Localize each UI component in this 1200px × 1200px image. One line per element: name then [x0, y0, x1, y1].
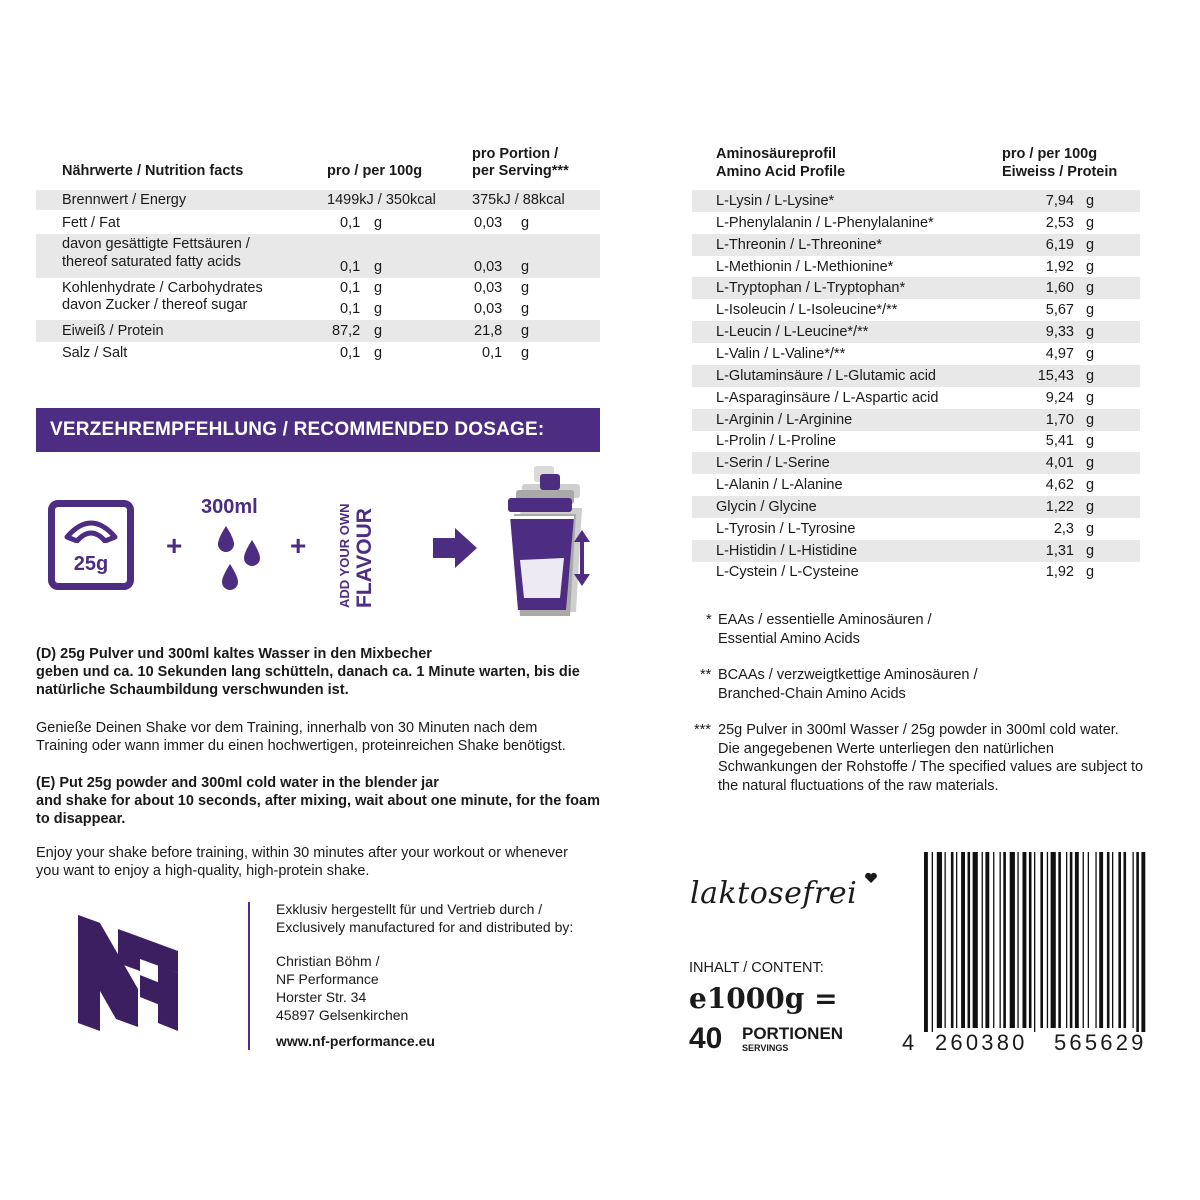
water-drops-icon	[212, 524, 272, 594]
water-amount: 300ml	[201, 496, 258, 518]
amino-col-line-2: Eiweiss / Protein	[1002, 164, 1118, 180]
shake-arrow-icon	[572, 530, 592, 586]
instruction-line: Training oder wann immer du einen hochwertigen, proteinreichen Shake benötigst.	[36, 738, 566, 754]
amino-label: L-Histidin / L-Histidine	[716, 542, 858, 559]
nutrition-row-salt	[36, 342, 600, 364]
amino-row	[692, 343, 1140, 365]
nutrition-unit: g	[521, 345, 530, 361]
barcode-bar	[1070, 852, 1073, 1028]
instruction-line: and shake for about 10 seconds, after mixing, wait about one minute, for the foam	[36, 793, 600, 809]
amino-unit: g	[1086, 236, 1095, 253]
barcode-group-2: 565629	[1054, 1030, 1147, 1055]
footnote-line: Essential Amino Acids	[718, 630, 860, 647]
barcode-bar	[932, 852, 933, 1032]
amino-value: 1,22	[1045, 498, 1074, 515]
barcode-bar	[1029, 852, 1032, 1028]
barcode-bar	[1088, 852, 1089, 1028]
amino-value: 1,31	[1045, 542, 1074, 559]
amino-row	[692, 321, 1140, 343]
nutrition-value: 21,8	[474, 323, 503, 339]
barcode-bar	[1124, 852, 1127, 1028]
amino-label: L-Arginin / L-Arginine	[716, 411, 853, 428]
amino-label: Glycin / Glycine	[716, 498, 817, 515]
barcode-bar	[1051, 852, 1056, 1028]
barcode-bar	[1003, 852, 1006, 1028]
arrow-right-icon	[433, 528, 477, 568]
manufacturer-city: 45897 Gelsenkirchen	[276, 1007, 409, 1023]
scale-icon	[48, 500, 134, 590]
barcode-digit-first: 4	[902, 1030, 916, 1055]
amino-label: L-Alanin / L-Alanine	[716, 477, 843, 494]
nutrition-row-saturated	[36, 234, 600, 278]
nutrition-unit: g	[521, 259, 530, 275]
instruction-line: you want to enjoy a high-quality, high-protein shake.	[36, 863, 370, 879]
footnote-line: BCAAs / verzweigtkettige Aminosäuren /	[718, 667, 978, 683]
barcode-bar	[1000, 852, 1001, 1028]
amino-value: 4,97	[1045, 345, 1074, 362]
nutrition-unit: g	[374, 345, 383, 361]
barcode-bar	[1058, 852, 1061, 1028]
nutrition-label: Brennwert / Energy	[62, 192, 187, 208]
amino-value: 1,60	[1045, 280, 1074, 297]
amino-unit: g	[1086, 455, 1095, 472]
barcode-group-1: 260380	[935, 1030, 1028, 1055]
amino-label: L-Prolin / L-Proline	[716, 433, 837, 450]
footnote-line: Die angegebenen Werte unterliegen den natürlichen	[718, 740, 1054, 757]
barcode-bar	[1118, 852, 1121, 1028]
nutrition-value: 1499kJ / 350kcal	[327, 192, 436, 208]
nutrition-value: 0,1	[482, 345, 503, 361]
heart-icon	[864, 872, 878, 884]
amino-value: 4,01	[1045, 455, 1074, 472]
amino-value: 6,19	[1045, 236, 1074, 253]
amino-label: L-Glutaminsäure / L-Glutamic acid	[716, 367, 936, 384]
amino-unit: g	[1086, 564, 1095, 581]
barcode-bar	[1017, 852, 1018, 1028]
nutrition-unit: g	[521, 215, 530, 231]
barcode-bar	[993, 852, 994, 1028]
footnote-mark: **	[700, 667, 712, 683]
amino-row	[692, 299, 1140, 321]
amino-header-line-1: Aminosäureprofil	[716, 146, 837, 162]
barcode-bar	[1099, 852, 1103, 1028]
manufacturer-line: Exklusiv hergestellt für und Vertrieb durch /	[276, 901, 543, 917]
nutrition-header-per100: pro / per 100g	[327, 163, 423, 179]
barcode-bar	[1040, 852, 1043, 1028]
nutrition-label: davon gesättigte Fettsäuren /	[62, 236, 250, 252]
barcode-bar	[1023, 852, 1027, 1028]
lactose-free-label: laktosefrei	[690, 876, 858, 911]
nutrition-value: 0,1	[340, 215, 361, 231]
amino-row	[692, 365, 1140, 387]
instruction-line: Enjoy your shake before training, within 30 minutes after your workout or whenever	[36, 845, 568, 861]
footnote-line: Branched-Chain Amino Acids	[718, 685, 906, 702]
amino-unit: g	[1086, 498, 1095, 515]
footnote-1	[706, 611, 712, 630]
amino-row	[692, 496, 1140, 518]
amino-column-header	[1002, 145, 1117, 181]
footnote-line: the natural fluctuations of the raw materials.	[718, 777, 999, 794]
manufacturer-street: Horster Str. 34	[276, 989, 367, 1005]
amino-unit: g	[1086, 389, 1095, 406]
amino-unit: g	[1086, 367, 1095, 384]
footnote-3	[694, 721, 711, 740]
amino-row	[692, 540, 1140, 562]
footnote-3-text	[718, 721, 1143, 795]
amino-unit: g	[1086, 214, 1095, 231]
nutrition-unit: g	[374, 259, 383, 275]
nutrition-label: Fett / Fat	[62, 215, 121, 231]
instruction-line: (D) 25g Pulver und 300ml kaltes Wasser in den Mixbecher	[36, 646, 432, 662]
footnote-mark: ***	[694, 722, 711, 738]
logo-divider	[248, 902, 250, 1050]
instruction-en	[36, 844, 656, 880]
manufacturer-company: NF Performance	[276, 971, 379, 987]
amino-row	[692, 212, 1140, 234]
amino-value: 1,70	[1045, 411, 1074, 428]
content-label: INHALT / CONTENT:	[689, 960, 824, 976]
content-weight: e1000g =	[689, 982, 838, 1015]
barcode-bar	[1066, 852, 1067, 1028]
nutrition-label: davon Zucker / thereof sugar	[62, 297, 248, 313]
barcode-bar	[924, 852, 928, 1032]
nutrition-value: 375kJ / 88kcal	[472, 192, 565, 208]
barcode-bar	[1034, 852, 1035, 1032]
portions-label: PORTIONEN	[742, 1024, 844, 1043]
barcode-bar	[1141, 852, 1145, 1032]
instruction-line: (E) Put 25g powder and 300ml cold water in the blender jar	[36, 775, 439, 791]
amino-row	[692, 234, 1140, 256]
amino-value: 2,3	[1053, 520, 1074, 537]
flavour-line-2: FLAVOUR	[353, 508, 376, 608]
nutrition-unit: g	[521, 323, 530, 339]
amino-unit: g	[1086, 258, 1095, 275]
amino-value: 1,92	[1045, 564, 1074, 581]
amino-label: L-Tyrosin / L-Tyrosine	[716, 520, 856, 537]
amino-value: 2,53	[1045, 214, 1074, 231]
footnote-mark: *	[706, 612, 712, 628]
nutrition-value: 0,03	[474, 301, 503, 317]
footnote-2	[700, 666, 711, 685]
amino-unit: g	[1086, 280, 1095, 297]
instruction-de-bold	[36, 645, 636, 699]
flavour-line-1: ADD YOUR OWN	[337, 503, 352, 608]
nutrition-header-portion-2: per Serving***	[472, 163, 569, 179]
amino-unit: g	[1086, 477, 1095, 494]
amino-label: L-Asparaginsäure / L-Aspartic acid	[716, 389, 939, 406]
amino-value: 5,67	[1045, 302, 1074, 319]
amino-value: 9,33	[1045, 324, 1074, 341]
amino-unit: g	[1086, 433, 1095, 450]
amino-row	[692, 518, 1140, 540]
dosage-banner: VERZEHREMPFEHLUNG / RECOMMENDED DOSAGE:	[36, 408, 600, 452]
nutrition-unit: g	[374, 215, 383, 231]
manufacturer-line: Exclusively manufactured for and distributed by:	[276, 919, 574, 935]
barcode-bar	[956, 852, 957, 1028]
amino-col-line-1: pro / per 100g	[1002, 146, 1098, 162]
nutrition-value: 0,03	[474, 259, 503, 275]
nutrition-label: Eiweiß / Protein	[62, 323, 164, 339]
amino-label: L-Tryptophan / L-Tryptophan*	[716, 280, 906, 297]
amino-label: L-Threonin / L-Threonine*	[716, 236, 883, 253]
barcode-bar	[951, 852, 954, 1028]
footnote-line: 25g Pulver in 300ml Wasser / 25g powder in 300ml cold water.	[718, 722, 1119, 738]
amino-value: 9,24	[1045, 389, 1074, 406]
amino-label: L-Serin / L-Serine	[716, 455, 830, 472]
amino-row	[692, 277, 1140, 299]
amino-row	[692, 387, 1140, 409]
website-link[interactable]: www.nf-performance.eu	[276, 1033, 435, 1049]
instruction-line: to disappear.	[36, 811, 126, 827]
barcode-bar	[968, 852, 971, 1028]
footnote-line: Schwankungen der Rohstoffe / The specified values are subject to	[718, 759, 1144, 775]
nutrition-row-energy	[36, 190, 600, 210]
barcode-bar	[985, 852, 989, 1028]
instruction-line: geben und ca. 10 Sekunden lang schütteln, danach ca. 1 Minute warten, bis die	[36, 664, 580, 680]
barcode-bar	[1136, 852, 1139, 1032]
manufacturer-block	[276, 900, 573, 1024]
nutrition-value: 0,1	[340, 345, 361, 361]
barcode-bar	[973, 852, 978, 1028]
nutrition-header-label: Nährwerte / Nutrition facts	[62, 163, 244, 179]
amino-unit: g	[1086, 542, 1095, 559]
amino-row	[692, 452, 1140, 474]
amino-value: 15,43	[1037, 367, 1074, 384]
amino-unit: g	[1086, 324, 1095, 341]
nf-logo-icon	[78, 915, 182, 1031]
footnote-2-text	[718, 666, 978, 703]
nutrition-row-protein	[36, 320, 600, 342]
plus-sign: +	[166, 530, 183, 561]
nutrition-unit: g	[521, 280, 530, 296]
amino-value: 1,92	[1045, 258, 1074, 275]
barcode-bar	[1010, 852, 1015, 1028]
amino-unit: g	[1086, 193, 1095, 209]
amino-row	[692, 430, 1140, 452]
amino-value: 5,41	[1045, 433, 1074, 450]
instruction-line: Genieße Deinen Shake vor dem Training, innerhalb von 30 Minuten nach dem	[36, 720, 538, 736]
barcode-bar	[945, 852, 946, 1028]
amino-label: L-Phenylalanin / L-Phenylalanine*	[716, 214, 934, 231]
amino-row	[692, 409, 1140, 431]
nutrition-value: 0,03	[474, 215, 503, 231]
barcode-bar	[1133, 852, 1134, 1028]
instruction-line: natürliche Schaumbildung verschwunden ist.	[36, 682, 349, 698]
footnote-line: EAAs / essentielle Aminosäuren /	[718, 612, 932, 628]
plus-sign: +	[290, 530, 307, 561]
barcode-bar	[982, 852, 983, 1028]
nutrition-unit: g	[374, 280, 383, 296]
amino-row	[692, 561, 1140, 583]
amino-label: L-Lysin / L-Lysine*	[716, 193, 835, 209]
nutrition-unit: g	[521, 301, 530, 317]
add-flavour-text	[336, 488, 382, 608]
amino-label: L-Cystein / L-Cysteine	[716, 564, 859, 581]
nutrition-label: Kohlenhydrate / Carbohydrates	[62, 280, 263, 296]
nutrition-value: 0,1	[340, 259, 361, 275]
barcode-bar	[1083, 852, 1084, 1028]
amino-header	[716, 145, 845, 181]
scale-dial-icon	[55, 513, 127, 543]
barcode	[924, 852, 1170, 1032]
amino-unit: g	[1086, 411, 1095, 428]
amino-value: 7,94	[1045, 193, 1074, 209]
nutrition-header-portion-1: pro Portion /	[472, 146, 559, 162]
amino-unit: g	[1086, 520, 1095, 537]
amino-value: 4,62	[1045, 477, 1074, 494]
instruction-en-bold	[36, 774, 656, 828]
nutrition-label: thereof saturated fatty acids	[62, 254, 241, 270]
nutrition-label: Salz / Salt	[62, 345, 128, 361]
amino-header-line-2: Amino Acid Profile	[716, 164, 846, 180]
amino-label: L-Leucin / L-Leucine*/**	[716, 324, 869, 341]
manufacturer-name: Christian Böhm /	[276, 953, 380, 969]
barcode-bar	[1095, 852, 1096, 1028]
barcode-bar	[1075, 852, 1079, 1028]
amino-label: L-Methionin / L-Methionine*	[716, 258, 894, 275]
barcode-bar	[937, 852, 942, 1028]
nutrition-value: 0,1	[340, 301, 361, 317]
amino-row	[692, 474, 1140, 496]
amino-label: L-Isoleucin / L-Isoleucine*/**	[716, 302, 898, 319]
footnote-1-text	[718, 611, 932, 648]
servings-label: SERVINGS	[742, 1043, 789, 1053]
amino-row	[692, 256, 1140, 278]
barcode-bar	[1047, 852, 1048, 1028]
instruction-de	[36, 719, 636, 755]
amino-unit: g	[1086, 345, 1095, 362]
amino-unit: g	[1086, 302, 1095, 319]
amino-row	[692, 190, 1140, 212]
nutrition-row-fat	[36, 212, 600, 234]
nutrition-row-carbohydrates	[36, 278, 600, 320]
nutrition-unit: g	[374, 323, 383, 339]
nutrition-value: 87,2	[332, 323, 361, 339]
nutrition-value: 0,03	[474, 280, 503, 296]
scale-amount: 25g	[73, 553, 109, 575]
barcode-bar	[1112, 852, 1113, 1028]
barcode-bar	[1107, 852, 1110, 1028]
portions-number: 40	[689, 1022, 723, 1055]
nutrition-value: 0,1	[340, 280, 361, 296]
nutrition-unit: g	[374, 301, 383, 317]
barcode-bar	[961, 852, 965, 1028]
amino-label: L-Valin / L-Valine*/**	[716, 345, 846, 362]
